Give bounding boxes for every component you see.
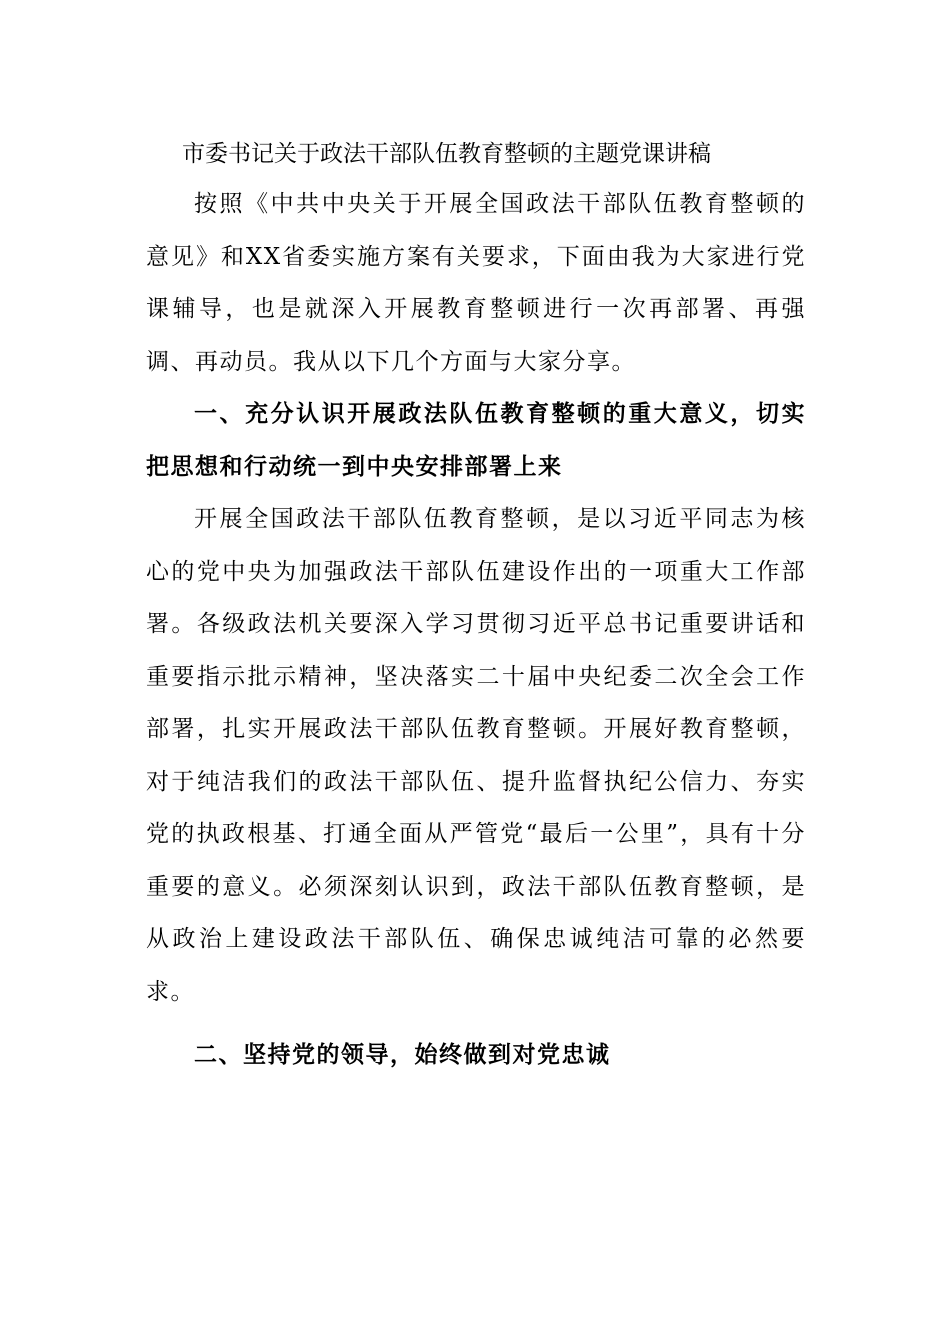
- section-1-heading: 一、充分认识开展政法队伍教育整顿的重大意义，切实把思想和行动统一到中央安排部署上来: [146, 400, 806, 480]
- document-body: [146, 130, 806, 1082]
- intro-paragraph: 按照《中共中央关于开展全国政法干部队伍教育整顿的意见》和XX省委实施方案有关要求，下面由我为大家进行党课辅导，也是就深入开展教育整顿进行一次再部署、再强调、再动员。我从以下几个方面与大家分享。: [146, 191, 806, 375]
- section-1-paragraph: 开展全国政法干部队伍教育整顿，是以习近平同志为核心的党中央为加强政法干部队伍建设作出的一项重大工作部署。各级政法机关要深入学习贯彻习近平总书记重要讲话和重要指示批示精神，坚决落实二十届中央纪委二次全会工作部署，扎实开展政法干部队伍教育整顿。开展好教育整顿，对于纯洁我们的政法干部队伍、提升监督执纪公信力、夯实党的执政根基、打通全面从严管党“最后一公里”，具有十分重要的意义。必须深刻认识到，政法干部队伍教育整顿，是从政治上建设政法干部队伍、确保忠诚纯洁可靠的必然要求。: [146, 506, 806, 1005]
- section-2-heading: 二、坚持党的领导，始终做到对党忠诚: [194, 1041, 611, 1068]
- document-title: 市委书记关于政法干部队伍教育整顿的主题党课讲稿: [182, 141, 711, 167]
